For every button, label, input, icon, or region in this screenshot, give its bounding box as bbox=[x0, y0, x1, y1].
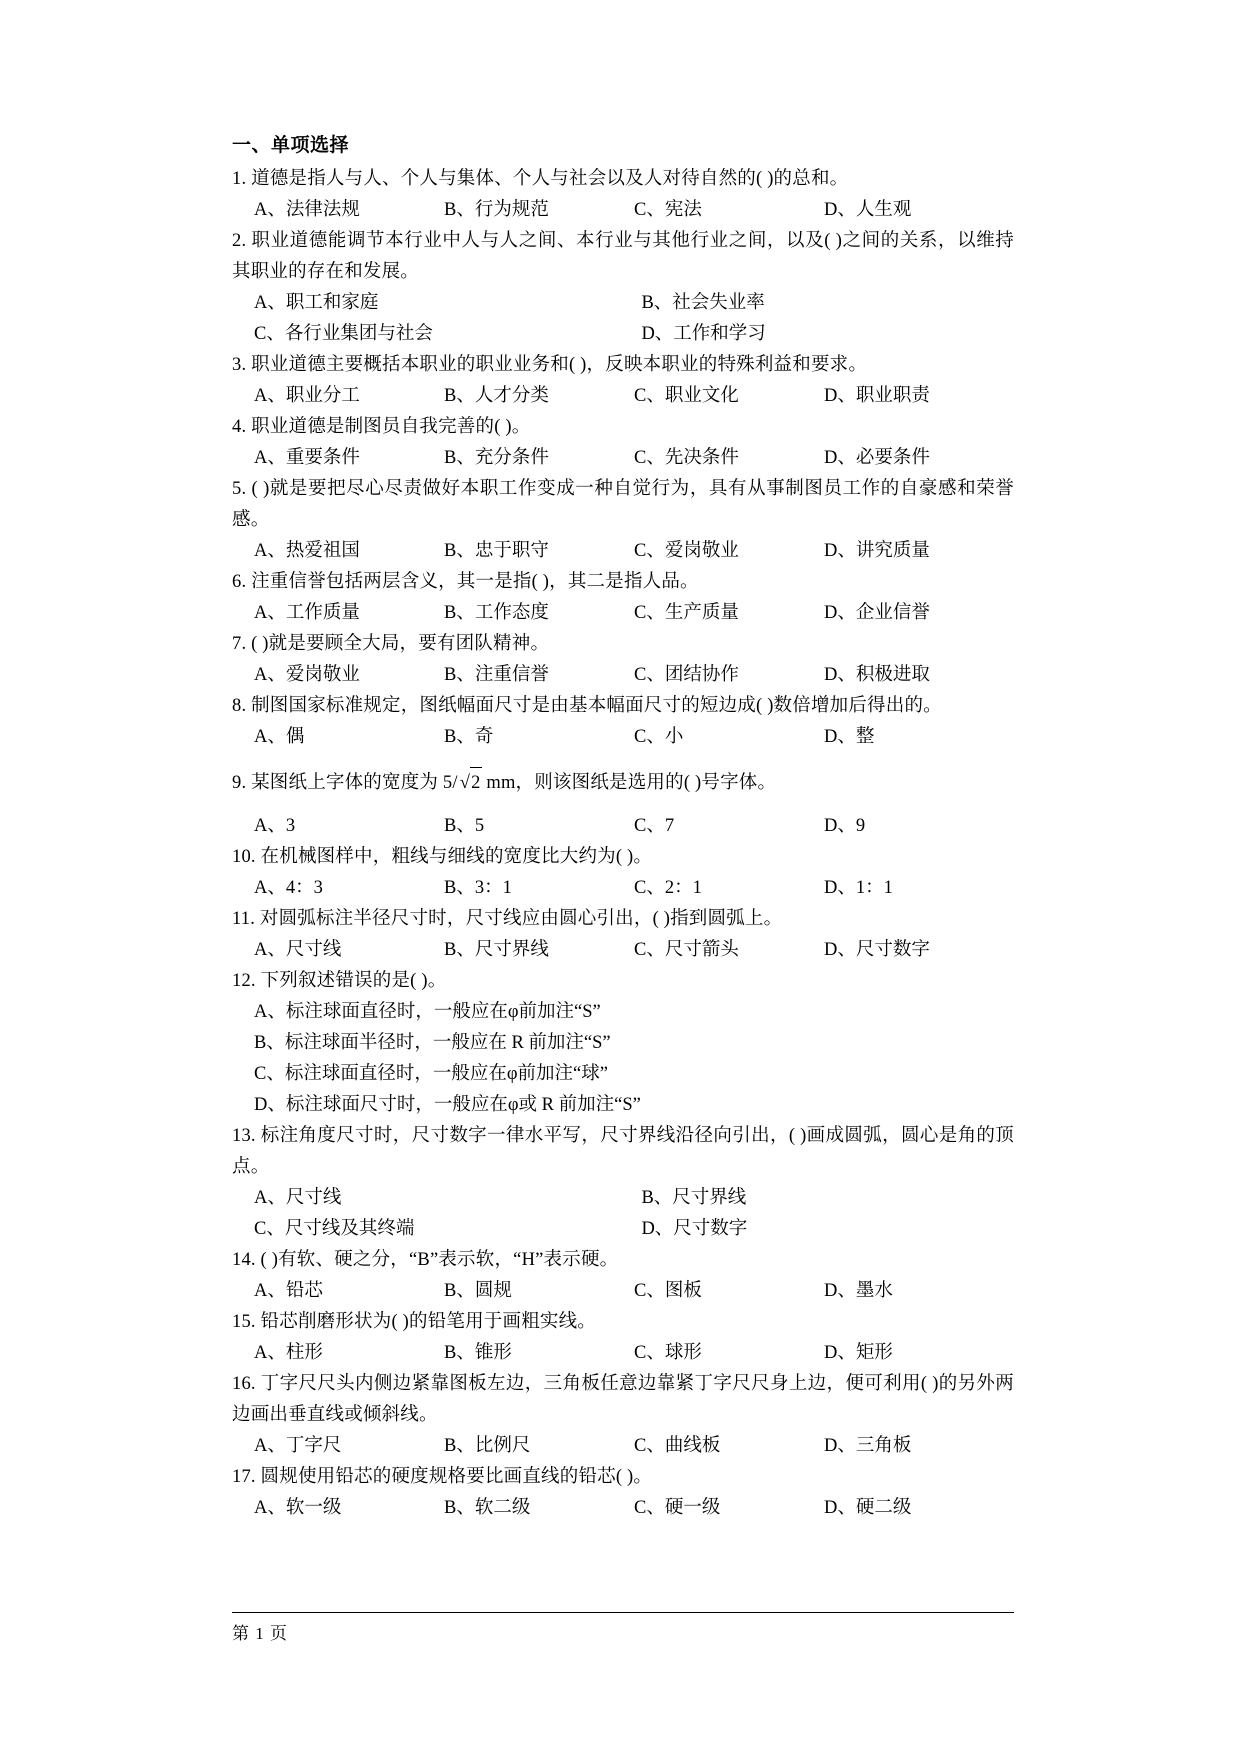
question-text: 8. 制图国家标准规定，图纸幅面尺寸是由基本幅面尺寸的短边成( )数倍增加后得出的。 bbox=[232, 696, 942, 716]
option-d[interactable]: D、矩形 bbox=[824, 1343, 893, 1363]
question-options bbox=[232, 1431, 1014, 1462]
option-a[interactable]: A、标注球面直径时，一般应在φ前加注“S” bbox=[254, 1002, 601, 1022]
option-d[interactable]: D、人生观 bbox=[824, 200, 912, 220]
option-b[interactable]: B、锥形 bbox=[444, 1343, 512, 1363]
question-text: 16. 丁字尺尺头内侧边紧靠图板左边，三角板任意边靠紧丁字尺尺身上边，便可利用( )的另外两边画出垂直线或倾斜线。 bbox=[232, 1374, 1014, 1425]
option-b[interactable]: B、忠于职守 bbox=[444, 541, 549, 561]
option-c[interactable]: C、曲线板 bbox=[634, 1436, 721, 1456]
option-d[interactable]: D、9 bbox=[824, 816, 866, 836]
question-text: 10. 在机械图样中，粗线与细线的宽度比大约为( )。 bbox=[232, 847, 653, 867]
option-a[interactable]: A、尺寸线 bbox=[254, 940, 342, 960]
question-item bbox=[232, 1462, 1014, 1524]
option-d[interactable]: D、积极进取 bbox=[824, 665, 930, 685]
question-item bbox=[232, 966, 1014, 1121]
question-item bbox=[232, 226, 1014, 350]
question-item bbox=[232, 691, 1014, 753]
option-a[interactable]: A、工作质量 bbox=[254, 603, 360, 623]
option-d[interactable]: D、必要条件 bbox=[824, 448, 930, 468]
option-b[interactable]: B、3：1 bbox=[444, 878, 512, 898]
option-c[interactable]: C、7 bbox=[634, 816, 675, 836]
option-b[interactable]: B、5 bbox=[444, 816, 485, 836]
option-d[interactable]: D、尺寸数字 bbox=[641, 1219, 748, 1239]
question-item bbox=[232, 629, 1014, 691]
option-b[interactable]: B、软二级 bbox=[444, 1498, 531, 1518]
question-options bbox=[232, 195, 1014, 226]
option-a[interactable]: A、职工和家庭 bbox=[254, 293, 379, 313]
option-c[interactable]: C、职业文化 bbox=[634, 386, 739, 406]
question-text-post: mm，则该图纸是选用的( )号字体。 bbox=[481, 773, 777, 793]
document-content bbox=[232, 130, 1014, 1524]
question-text: 2. 职业道德能调节本行业中人与人之间、本行业与其他行业之间，以及( )之间的关系，以维持其职业的存在和发展。 bbox=[232, 231, 1014, 282]
option-b[interactable]: B、注重信誉 bbox=[444, 665, 549, 685]
option-c[interactable]: C、球形 bbox=[634, 1343, 702, 1363]
question-options bbox=[232, 1183, 1014, 1214]
question-options bbox=[232, 811, 1014, 842]
question-options bbox=[232, 319, 1014, 350]
question-item bbox=[232, 412, 1014, 474]
question-text: 3. 职业道德主要概括本职业的职业业务和( )，反映本职业的特殊利益和要求。 bbox=[232, 355, 868, 375]
question-item bbox=[232, 767, 1014, 842]
option-d[interactable]: D、1：1 bbox=[824, 878, 893, 898]
option-c[interactable]: C、先决条件 bbox=[634, 448, 739, 468]
option-a[interactable]: A、铅芯 bbox=[254, 1281, 323, 1301]
option-d[interactable]: D、墨水 bbox=[824, 1281, 893, 1301]
option-c[interactable]: C、尺寸线及其终端 bbox=[254, 1219, 415, 1239]
option-a[interactable]: A、偶 bbox=[254, 727, 305, 747]
option-c[interactable]: C、爱岗敬业 bbox=[634, 541, 739, 561]
option-d[interactable]: D、企业信誉 bbox=[824, 603, 930, 623]
option-d[interactable]: D、三角板 bbox=[824, 1436, 912, 1456]
question-item bbox=[232, 904, 1014, 966]
option-b[interactable]: B、尺寸界线 bbox=[444, 940, 549, 960]
option-b[interactable]: B、尺寸界线 bbox=[641, 1188, 747, 1208]
option-b[interactable]: B、行为规范 bbox=[444, 200, 549, 220]
question-item bbox=[232, 1369, 1014, 1462]
question-options bbox=[232, 1338, 1014, 1369]
question-item bbox=[232, 350, 1014, 412]
question-options bbox=[232, 381, 1014, 412]
option-a[interactable]: A、4：3 bbox=[254, 878, 323, 898]
sqrt-radicand: 2 bbox=[470, 767, 481, 799]
option-c[interactable]: C、团结协作 bbox=[634, 665, 739, 685]
option-b[interactable]: B、比例尺 bbox=[444, 1436, 531, 1456]
option-a[interactable]: A、软一级 bbox=[254, 1498, 342, 1518]
option-b[interactable]: B、社会失业率 bbox=[641, 293, 765, 313]
option-a[interactable]: A、爱岗敬业 bbox=[254, 665, 360, 685]
question-text: 7. ( )就是要顾全大局，要有团队精神。 bbox=[232, 634, 550, 654]
question-options bbox=[232, 536, 1014, 567]
option-a[interactable]: A、热爱祖国 bbox=[254, 541, 360, 561]
option-c[interactable]: C、宪法 bbox=[634, 200, 702, 220]
question-text: 15. 铅芯削磨形状为( )的铅笔用于画粗实线。 bbox=[232, 1312, 596, 1332]
option-c[interactable]: C、图板 bbox=[634, 1281, 702, 1301]
question-options bbox=[232, 722, 1014, 753]
option-a[interactable]: A、职业分工 bbox=[254, 386, 360, 406]
question-text-pre: 9. 某图纸上字体的宽度为 5/ bbox=[232, 773, 458, 793]
question-text: 1. 道德是指人与人、个人与集体、个人与社会以及人对待自然的( )的总和。 bbox=[232, 169, 849, 189]
option-b[interactable]: B、标注球面半径时，一般应在 R 前加注“S” bbox=[254, 1033, 611, 1053]
question-options bbox=[232, 660, 1014, 691]
question-item bbox=[232, 164, 1014, 226]
option-a[interactable]: A、柱形 bbox=[254, 1343, 323, 1363]
question-text: 6. 注重信誉包括两层含义，其一是指( )，其二是指人品。 bbox=[232, 572, 699, 592]
option-a[interactable]: A、重要条件 bbox=[254, 448, 360, 468]
option-d[interactable]: D、硬二级 bbox=[824, 1498, 912, 1518]
option-c[interactable]: C、尺寸箭头 bbox=[634, 940, 739, 960]
option-b[interactable]: B、充分条件 bbox=[444, 448, 549, 468]
option-a[interactable]: A、3 bbox=[254, 816, 296, 836]
question-text: 11. 对圆弧标注半径尺寸时，尺寸线应由圆心引出，( )指到圆弧上。 bbox=[232, 909, 783, 929]
question-text: 4. 职业道德是制图员自我完善的( )。 bbox=[232, 417, 531, 437]
option-c[interactable]: C、生产质量 bbox=[634, 603, 739, 623]
question-text: 14. ( )有软、硬之分，“B”表示软，“H”表示硬。 bbox=[232, 1250, 619, 1270]
option-b[interactable]: B、圆规 bbox=[444, 1281, 512, 1301]
option-c[interactable]: C、各行业集团与社会 bbox=[254, 324, 433, 344]
footer-divider bbox=[232, 1612, 1014, 1613]
option-b[interactable]: B、人才分类 bbox=[444, 386, 549, 406]
option-d[interactable]: D、工作和学习 bbox=[641, 324, 766, 344]
question-options bbox=[232, 443, 1014, 474]
option-d[interactable]: D、讲究质量 bbox=[824, 541, 930, 561]
question-options bbox=[232, 1276, 1014, 1307]
question-options bbox=[232, 873, 1014, 904]
section-title: 一、单项选择 bbox=[232, 135, 350, 156]
question-options bbox=[232, 997, 1014, 1121]
option-d[interactable]: D、标注球面尺寸时，一般应在φ或 R 前加注“S” bbox=[254, 1095, 641, 1115]
option-a[interactable]: A、尺寸线 bbox=[254, 1188, 342, 1208]
question-text: 12. 下列叙述错误的是( )。 bbox=[232, 971, 447, 991]
question-text: 13. 标注角度尺寸时，尺寸数字一律水平写，尺寸界线沿径向引出，( )画成圆弧，圆心是角的顶点。 bbox=[232, 1126, 1014, 1177]
option-c[interactable]: C、硬一级 bbox=[634, 1498, 721, 1518]
option-c[interactable]: C、标注球面直径时，一般应在φ前加注“球” bbox=[254, 1064, 608, 1084]
question-text: 5. ( )就是要把尽心尽责做好本职工作变成一种自觉行为，具有从事制图员工作的自豪感和荣誉感。 bbox=[232, 479, 1014, 530]
question-options bbox=[232, 1214, 1014, 1245]
question-item bbox=[232, 474, 1014, 567]
option-c[interactable]: C、2：1 bbox=[634, 878, 702, 898]
page-number: 第 1 页 bbox=[232, 1624, 288, 1643]
sqrt-symbol: √2 bbox=[458, 767, 482, 799]
question-item bbox=[232, 1245, 1014, 1307]
question-text: 17. 圆规使用铅芯的硬度规格要比画直线的铅芯( )。 bbox=[232, 1467, 653, 1487]
question-options bbox=[232, 1493, 1014, 1524]
option-a[interactable]: A、丁字尺 bbox=[254, 1436, 342, 1456]
question-text bbox=[232, 767, 1014, 799]
question-item bbox=[232, 842, 1014, 904]
option-a[interactable]: A、法律法规 bbox=[254, 200, 360, 220]
option-d[interactable]: D、整 bbox=[824, 727, 875, 747]
question-item bbox=[232, 567, 1014, 629]
option-d[interactable]: D、尺寸数字 bbox=[824, 940, 930, 960]
question-options bbox=[232, 288, 1014, 319]
option-d[interactable]: D、职业职责 bbox=[824, 386, 930, 406]
option-b[interactable]: B、奇 bbox=[444, 727, 494, 747]
option-c[interactable]: C、小 bbox=[634, 727, 684, 747]
question-options bbox=[232, 598, 1014, 629]
option-b[interactable]: B、工作态度 bbox=[444, 603, 549, 623]
question-item bbox=[232, 1121, 1014, 1245]
question-item bbox=[232, 1307, 1014, 1369]
question-options bbox=[232, 935, 1014, 966]
